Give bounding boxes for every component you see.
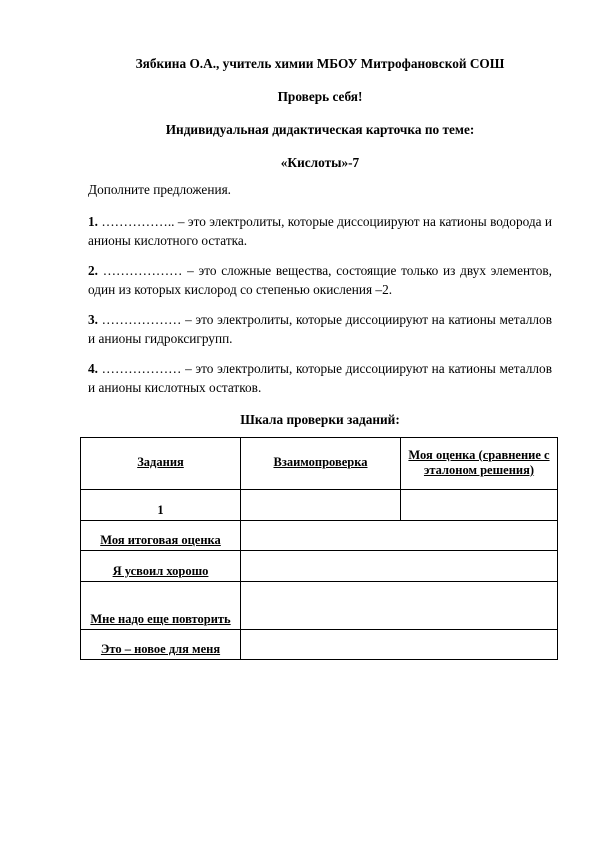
header-peer-check: Взаимопроверка: [241, 438, 401, 490]
table-row: [81, 582, 558, 630]
need-review-label: Мне надо еще повторить: [81, 582, 241, 630]
need-review-cell[interactable]: [241, 582, 558, 630]
item-number: 2.: [88, 263, 98, 278]
table-row: [81, 521, 558, 551]
assessment-table: [80, 437, 558, 660]
new-for-me-label: Это – новое для меня: [81, 630, 241, 660]
item-number: 1.: [88, 214, 98, 229]
task-number-cell: 1: [81, 490, 241, 521]
self-assessment-cell[interactable]: [401, 490, 558, 521]
item-text: …………….. – это электролиты, которые диссоциируют на катионы водорода и анионы кислотного остатка.: [88, 214, 552, 248]
item-3: [88, 311, 552, 348]
topic-title: «Кислоты»-7: [280, 155, 360, 170]
peer-check-cell[interactable]: [241, 490, 401, 521]
item-text: ……………… – это сложные вещества, состоящие только из двух элементов, один из которых кислород со степенью окисления –2.: [88, 263, 553, 297]
card-title: Индивидуальная дидактическая карточка по теме:: [165, 122, 475, 137]
author-line: Зябкина О.А., учитель химии МБОУ Митрофановской СОШ: [135, 56, 505, 71]
table-header-row: [81, 438, 558, 490]
table-row: [81, 490, 558, 521]
item-number: 3.: [88, 312, 98, 327]
item-text: ……………… – это электролиты, которые диссоциируют на катионы металлов и анионы кислотных остатков.: [88, 361, 552, 395]
header-self-assessment: Моя оценка (сравнение с эталоном решения): [401, 438, 558, 490]
item-4: [88, 360, 552, 397]
item-text: ……………… – это электролиты, которые диссоциируют на катионы металлов и анионы гидроксигрупп.: [88, 312, 552, 346]
table-row: [81, 551, 558, 582]
learned-well-cell[interactable]: [241, 551, 558, 582]
final-grade-label: Моя итоговая оценка: [81, 521, 241, 551]
learned-well-label: Я усвоил хорошо: [81, 551, 241, 582]
instruction-text: Дополните предложения.: [88, 182, 232, 197]
check-title: Проверь себя!: [277, 89, 363, 104]
item-1: [88, 213, 552, 250]
item-2: [88, 262, 552, 299]
table-row: [81, 630, 558, 660]
new-for-me-cell[interactable]: [241, 630, 558, 660]
item-number: 4.: [88, 361, 98, 376]
final-grade-cell[interactable]: [241, 521, 558, 551]
scale-title: Шкала проверки заданий:: [240, 412, 400, 427]
header-tasks: Задания: [81, 438, 241, 490]
